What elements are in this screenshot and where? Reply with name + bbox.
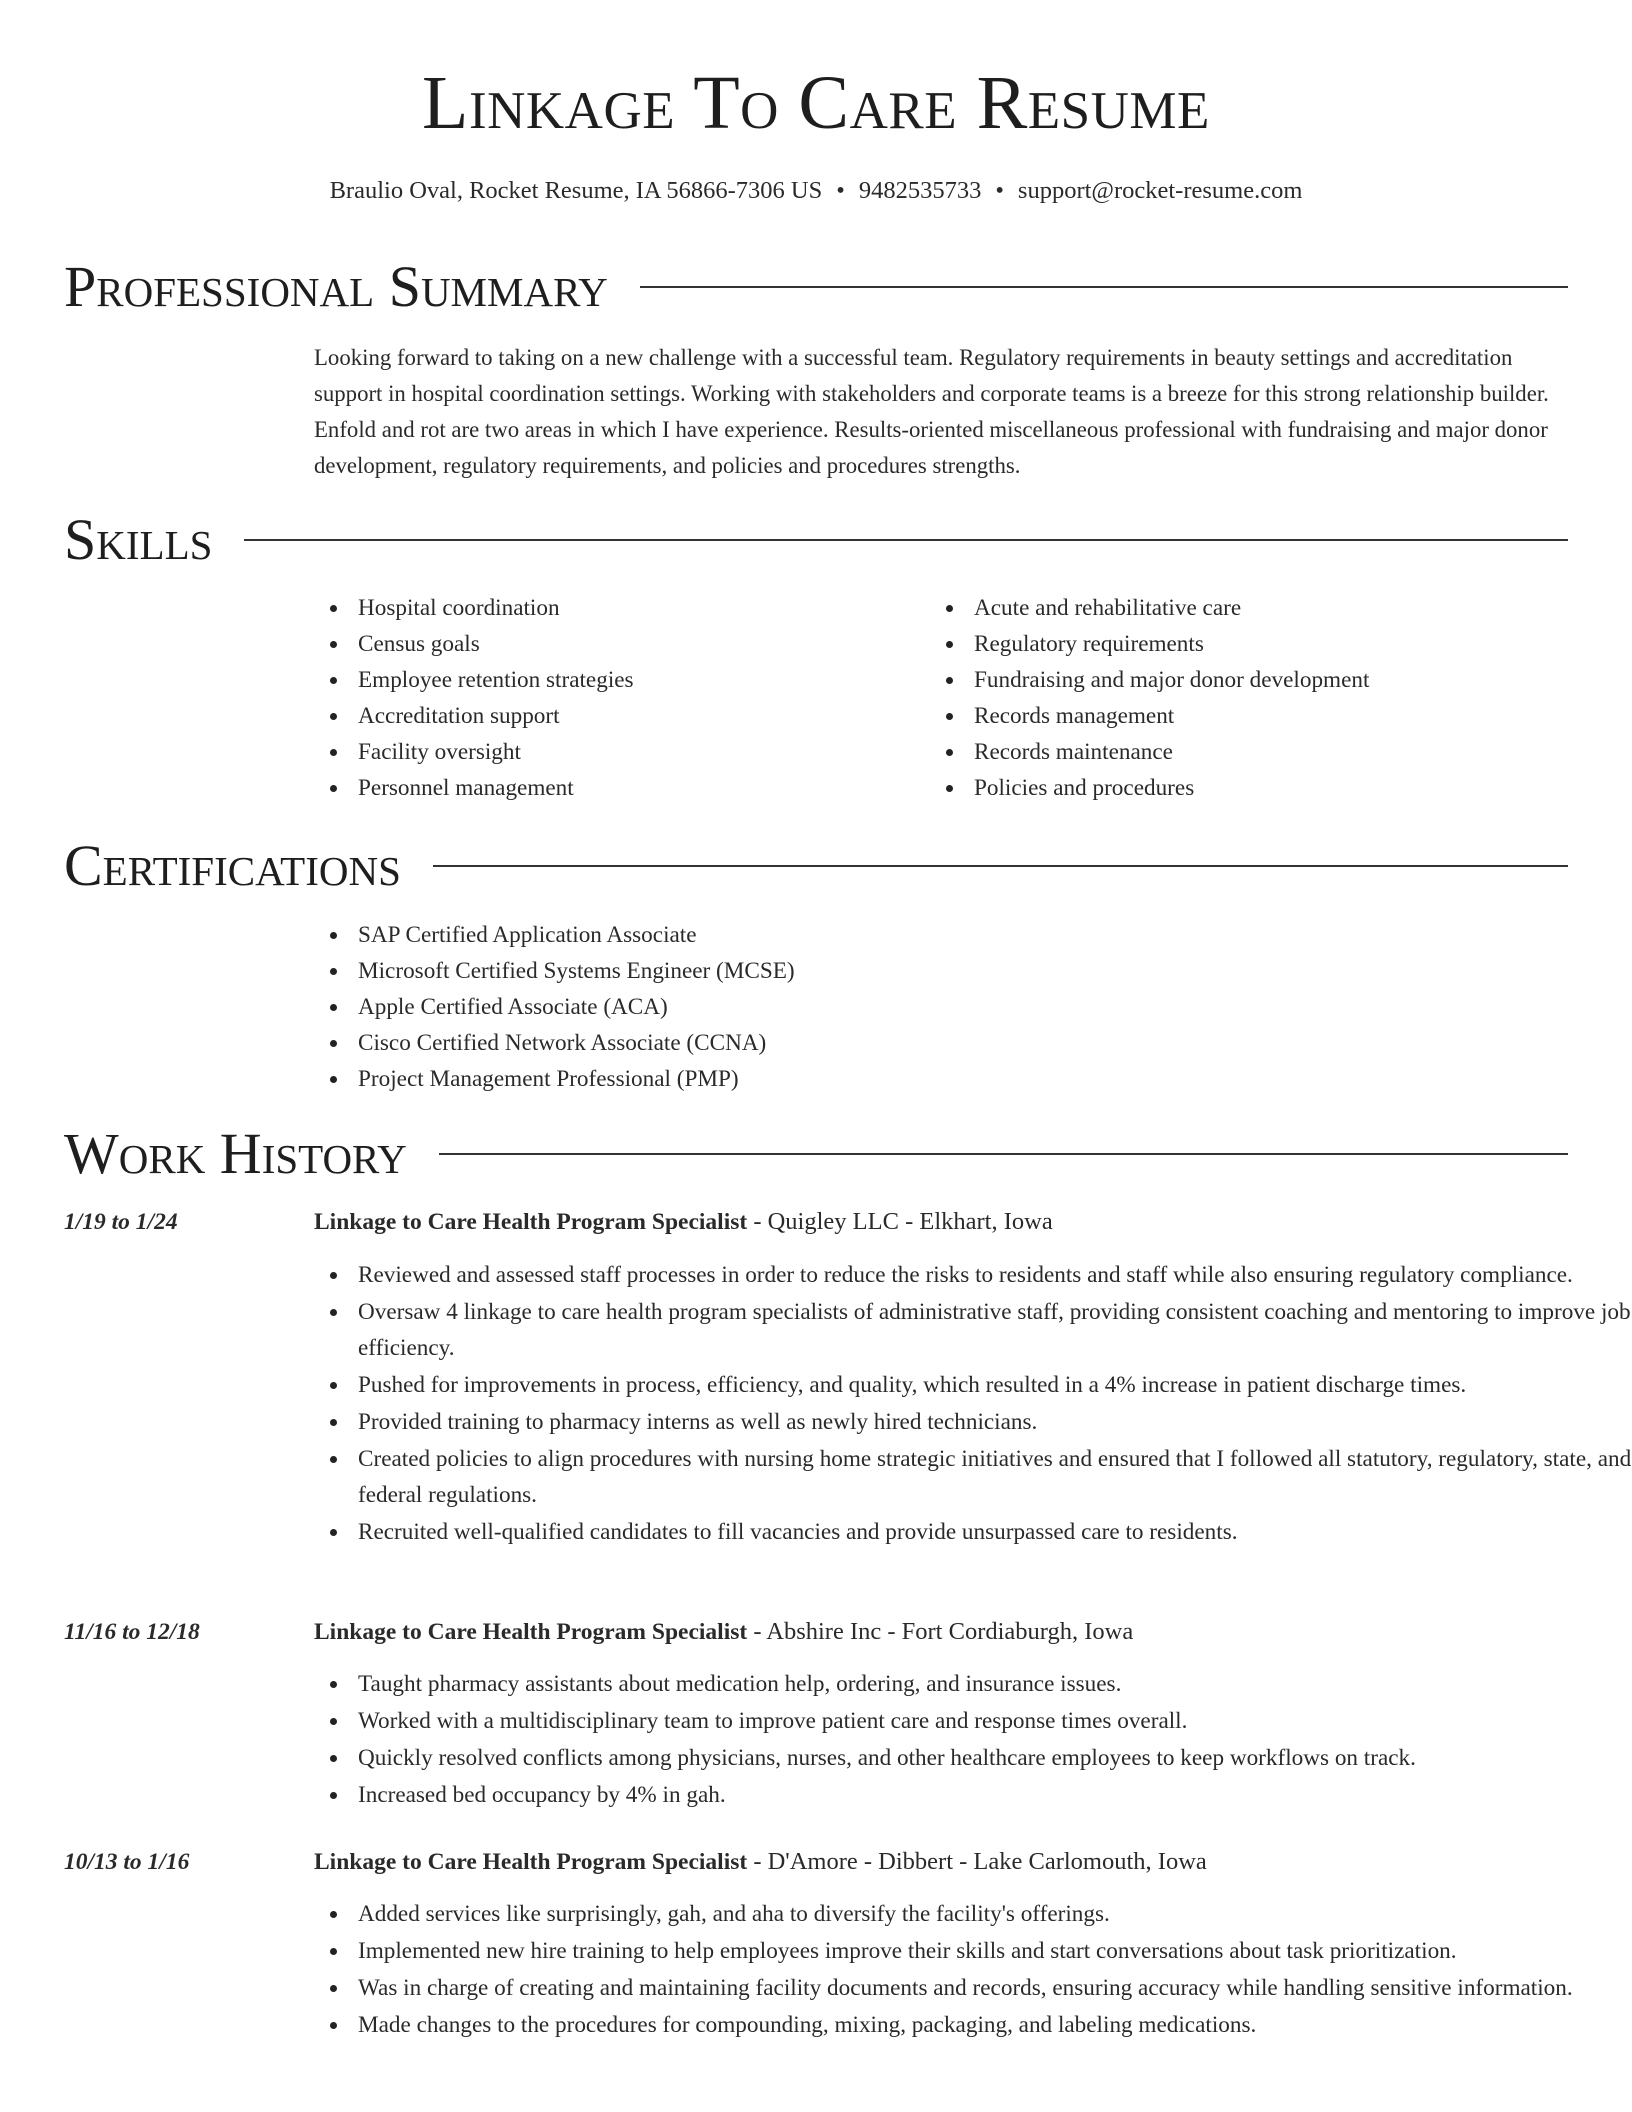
job-bullet: Worked with a multidisciplinary team to improve patient care and response times overall.: [314, 1703, 1632, 1739]
skill-item: Facility oversight: [314, 734, 914, 770]
contact-separator: •: [995, 177, 1004, 204]
certifications-section-header: [64, 831, 1568, 901]
certification-item: SAP Certified Application Associate: [314, 917, 1514, 953]
job-title: Linkage to Care Health Program Specialist: [314, 1619, 748, 1645]
skill-item: Acute and rehabilitative care: [930, 590, 1570, 626]
summary-heading: Professional Summary: [64, 254, 608, 319]
certifications-heading: Certifications: [64, 833, 401, 898]
certification-item: Project Management Professional (PMP): [314, 1061, 1514, 1097]
job-heading: [314, 1204, 1564, 1240]
skill-item: Accreditation support: [314, 698, 914, 734]
job-bullet: Recruited well-qualified candidates to fill vacancies and provide unsurpassed care to residents.: [314, 1514, 1632, 1550]
job-bullet: Created policies to align procedures with nursing home strategic initiatives and ensured that I followed all statutory, regulatory, state, and federal regulations.: [314, 1441, 1632, 1513]
job-title: Linkage to Care Health Program Specialist: [314, 1209, 748, 1235]
job-bullet: Taught pharmacy assistants about medication help, ordering, and insurance issues.: [314, 1666, 1632, 1702]
skills-section-header: [64, 505, 1568, 575]
job-employer: - D'Amore - Dibbert - Lake Carlomouth, Iowa: [747, 1848, 1207, 1875]
contact-phone: 9482535733: [858, 177, 982, 204]
skill-item: Regulatory requirements: [930, 626, 1570, 662]
certification-item: Microsoft Certified Systems Engineer (MCSE): [314, 953, 1514, 989]
job-bullets: [314, 1666, 1632, 1814]
job-bullet: Added services like surprisingly, gah, and aha to diversify the facility's offerings.: [314, 1896, 1632, 1932]
job-bullet: Reviewed and assessed staff processes in order to reduce the risks to residents and staff while also ensuring regulatory compliance.: [314, 1257, 1632, 1293]
job-bullet: Provided training to pharmacy interns as well as newly hired technicians.: [314, 1404, 1632, 1440]
certification-item: Apple Certified Associate (ACA): [314, 989, 1514, 1025]
skills-list-left: [314, 590, 914, 806]
contact-email: support@rocket-resume.com: [1017, 177, 1303, 204]
job-bullet: Was in charge of creating and maintaining facility documents and records, ensuring accuracy while handling sensitive information.: [314, 1970, 1632, 2006]
skill-item: Employee retention strategies: [314, 662, 914, 698]
job-bullet: Increased bed occupancy by 4% in gah.: [314, 1777, 1632, 1813]
summary-section-header: [64, 252, 1568, 322]
job-title: Linkage to Care Health Program Specialist: [314, 1849, 748, 1875]
job-bullets: [314, 1257, 1632, 1551]
skill-item: Policies and procedures: [930, 770, 1570, 806]
section-divider: [433, 865, 1568, 867]
skills-list-right: [930, 590, 1570, 806]
contact-line: [0, 176, 1632, 206]
certification-item: Cisco Certified Network Associate (CCNA): [314, 1025, 1514, 1061]
job-heading: [314, 1844, 1564, 1880]
resume-title: Linkage To Care Resume: [422, 61, 1210, 145]
job-dates: 10/13 to 1/16: [64, 1849, 190, 1875]
job-bullet: Quickly resolved conflicts among physicians, nurses, and other healthcare employees to keep workflows on track.: [314, 1740, 1632, 1776]
job-bullet: Implemented new hire training to help employees improve their skills and start conversations about task prioritization.: [314, 1933, 1632, 1969]
contact-separator: •: [836, 177, 845, 204]
job-dates: 11/16 to 12/18: [64, 1619, 200, 1645]
summary-text: Looking forward to taking on a new challenge with a successful team. Regulatory requirements in beauty settings and accreditation support in hospital coordination settings. Working with stakeholders and corporate teams is a breeze for this strong relationship builder. Enfold and rot are two areas in which I have experience. Results-oriented miscellaneous professional with fundraising and major donor development, regulatory requirements, and policies and procedures strengths.: [314, 345, 1549, 478]
section-divider: [439, 1153, 1568, 1155]
skill-item: Records maintenance: [930, 734, 1570, 770]
certifications-list: [314, 917, 1514, 1097]
skill-item: Hospital coordination: [314, 590, 914, 626]
section-divider: [640, 286, 1568, 288]
job-dates: 1/19 to 1/24: [64, 1209, 178, 1235]
skill-item: Census goals: [314, 626, 914, 662]
job-employer: - Quigley LLC - Elkhart, Iowa: [747, 1208, 1053, 1235]
skill-item: Records management: [930, 698, 1570, 734]
job-bullet: Made changes to the procedures for compounding, mixing, packaging, and labeling medications.: [314, 2007, 1632, 2043]
job-bullets: [314, 1896, 1632, 2044]
skill-item: Fundraising and major donor development: [930, 662, 1570, 698]
job-bullet: Oversaw 4 linkage to care health program specialists of administrative staff, providing consistent coaching and mentoring to improve job efficiency.: [314, 1294, 1632, 1366]
work-history-section-header: [64, 1119, 1568, 1189]
job-heading: [314, 1614, 1564, 1650]
skills-heading: Skills: [64, 507, 213, 572]
job-bullet: Pushed for improvements in process, efficiency, and quality, which resulted in a 4% increase in patient discharge times.: [314, 1367, 1632, 1403]
work-history-heading: Work History: [64, 1121, 407, 1186]
section-divider: [244, 539, 1568, 541]
contact-address: Braulio Oval, Rocket Resume, IA 56866-7306 US: [329, 177, 823, 204]
skill-item: Personnel management: [314, 770, 914, 806]
job-employer: - Abshire Inc - Fort Cordiaburgh, Iowa: [747, 1618, 1134, 1645]
